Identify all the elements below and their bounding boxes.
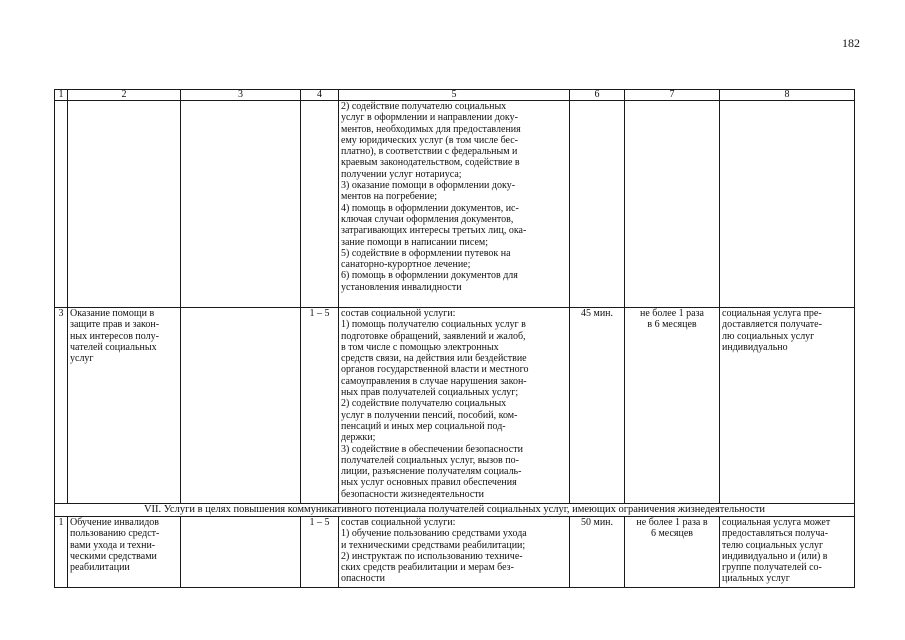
conditions-line: индивидуально <box>722 341 788 353</box>
content-line: получателей социальных услуг, вызов по- <box>341 454 519 466</box>
column-number: 1 <box>55 90 68 101</box>
section-heading: VII. Услуги в целях повышения коммуникативного потенциала получателей социальных услуг, имеющих ограничения жизнедеятельности <box>55 504 855 517</box>
content-line: услуг в оформлении и направлении доку- <box>341 112 518 124</box>
duration-cell: 45 мин. <box>570 308 625 504</box>
name-line: услуг <box>70 353 94 365</box>
name-line: вами ухода и техни- <box>70 539 156 551</box>
table-row <box>55 517 855 588</box>
content-line: самоуправления в случае нарушения закон- <box>341 375 527 387</box>
content-line: лиции, разъяснение получателям социаль- <box>341 466 522 478</box>
content-line: состав социальной услуги: <box>341 308 456 319</box>
content-line: и техническими средствами реабилитации; <box>341 539 526 551</box>
recipient-group-cell: 1 – 5 <box>301 308 339 504</box>
content-line: 4) помощь в оформлении документов, ис- <box>341 202 519 214</box>
content-line: краевым законодательством, содействие в <box>341 157 520 169</box>
content-line: ментов, необходимых для предоставления <box>341 123 521 135</box>
name-line: ных интересов полу- <box>70 330 159 342</box>
frequency-line: не более 1 раза в <box>636 517 708 528</box>
conditions-cell <box>720 517 855 588</box>
content-line: 2) содействие получателю социальных <box>341 101 507 112</box>
content-line: ных услуг основных правил обеспечения <box>341 477 517 489</box>
name-line: защите прав и закон- <box>70 319 160 331</box>
page-number: 182 <box>842 36 860 50</box>
column-number: 2 <box>68 90 181 101</box>
content-line: 1) помощь получателю социальных услуг в <box>341 319 526 331</box>
content-line: 6) помощь в оформлении документов для <box>341 270 518 282</box>
table-cell <box>181 308 301 504</box>
duration-cell: 50 мин. <box>570 517 625 588</box>
table-row <box>55 101 855 308</box>
conditions-line: предоставляться получа- <box>722 528 829 540</box>
content-line: ключая случаи оформления документов, <box>341 213 514 225</box>
content-line: опасности <box>341 573 385 585</box>
service-content-cell <box>339 517 570 588</box>
service-name-cell <box>68 308 181 504</box>
content-line: платно), в соответствии с федеральным и <box>341 146 518 158</box>
service-content-cell <box>339 101 570 308</box>
name-line: Оказание помощи в <box>70 308 155 319</box>
name-line: Обучение инвалидов <box>70 517 160 528</box>
frequency-line: не более 1 раза <box>640 308 704 319</box>
frequency-line: 6 месяцев <box>650 528 694 540</box>
content-line: установления инвалидности <box>341 281 462 293</box>
column-number: 8 <box>720 90 855 101</box>
content-line: 2) содействие получателю социальных <box>341 398 507 410</box>
column-number: 3 <box>181 90 301 101</box>
name-line: реабилитации <box>70 562 130 574</box>
frequency-cell <box>625 517 720 588</box>
conditions-line: социальная услуга пре- <box>722 308 822 319</box>
content-line: услуг в получении пенсий, пособий, ком- <box>341 409 518 421</box>
conditions-line: группе получателей со- <box>722 562 822 574</box>
recipient-group-cell: 1 – 5 <box>301 517 339 588</box>
service-name-cell <box>68 517 181 588</box>
content-line: в том числе с помощью электронных <box>341 341 499 353</box>
frequency-line: в 6 месяцев <box>647 319 697 331</box>
content-line: 3) оказание помощи в оформлении доку- <box>341 180 516 192</box>
content-line: средств связи, на действия или бездействие <box>341 353 527 365</box>
content-line: состав социальной услуги: <box>341 517 456 528</box>
conditions-line: социальная услуга может <box>722 517 831 528</box>
table-cell <box>720 101 855 308</box>
content-line: безопасности жизнедеятельности <box>341 488 485 500</box>
service-content-cell <box>339 308 570 504</box>
content-line: зание помощи в написании писем; <box>341 236 489 248</box>
table-cell <box>68 101 181 308</box>
content-line: получении услуг нотариуса; <box>341 168 462 180</box>
name-line: чателей социальных <box>70 341 157 353</box>
content-line: 5) содействие в оформлении путевок на <box>341 247 511 259</box>
content-line: ему юридических услуг (в том числе бес- <box>341 134 519 146</box>
table-cell <box>181 101 301 308</box>
name-line: ческими средствами <box>70 550 157 562</box>
services-table <box>54 89 855 588</box>
conditions-cell <box>720 308 855 504</box>
content-line: органов государственной власти и местного <box>341 364 529 376</box>
table-row <box>55 308 855 504</box>
frequency-cell <box>625 308 720 504</box>
content-line: 1) обучение пользованию средствами ухода <box>341 528 527 540</box>
column-number: 6 <box>570 90 625 101</box>
table-cell <box>301 101 339 308</box>
name-line: пользованию средст- <box>70 528 160 540</box>
section-heading-row <box>55 504 855 517</box>
conditions-line: лю социальных услуг <box>722 330 815 342</box>
table-cell <box>55 101 68 308</box>
row-number: 3 <box>55 308 68 504</box>
content-line: 3) содействие в обеспечении безопасности <box>341 443 523 455</box>
content-line: санаторно-курортное лечение; <box>341 259 471 271</box>
content-line: затрагивающих интересы третьих лиц, ока- <box>341 225 527 237</box>
table-cell <box>625 101 720 308</box>
content-line: ных прав получателей социальных услуг; <box>341 387 519 399</box>
column-number: 7 <box>625 90 720 101</box>
column-number: 4 <box>301 90 339 101</box>
table-cell <box>181 517 301 588</box>
conditions-line: индивидуально и (или) в <box>722 550 828 562</box>
content-line: держки; <box>341 432 376 444</box>
content-line: 2) инструктаж по использованию техниче- <box>341 550 523 562</box>
column-number: 5 <box>339 90 570 101</box>
column-number-row <box>55 90 855 101</box>
conditions-line: циальных услуг <box>722 573 790 585</box>
conditions-line: телю социальных услуг <box>722 539 824 551</box>
conditions-line: доставляется получате- <box>722 319 822 331</box>
content-line: пенсаций и иных мер социальной под- <box>341 420 506 432</box>
content-line: ских средств реабилитации и мерам без- <box>341 562 514 574</box>
row-number: 1 <box>55 517 68 588</box>
content-line: ментов на погребение; <box>341 191 438 203</box>
table-cell <box>570 101 625 308</box>
content-line: подготовке обращений, заявлений и жалоб, <box>341 330 526 342</box>
